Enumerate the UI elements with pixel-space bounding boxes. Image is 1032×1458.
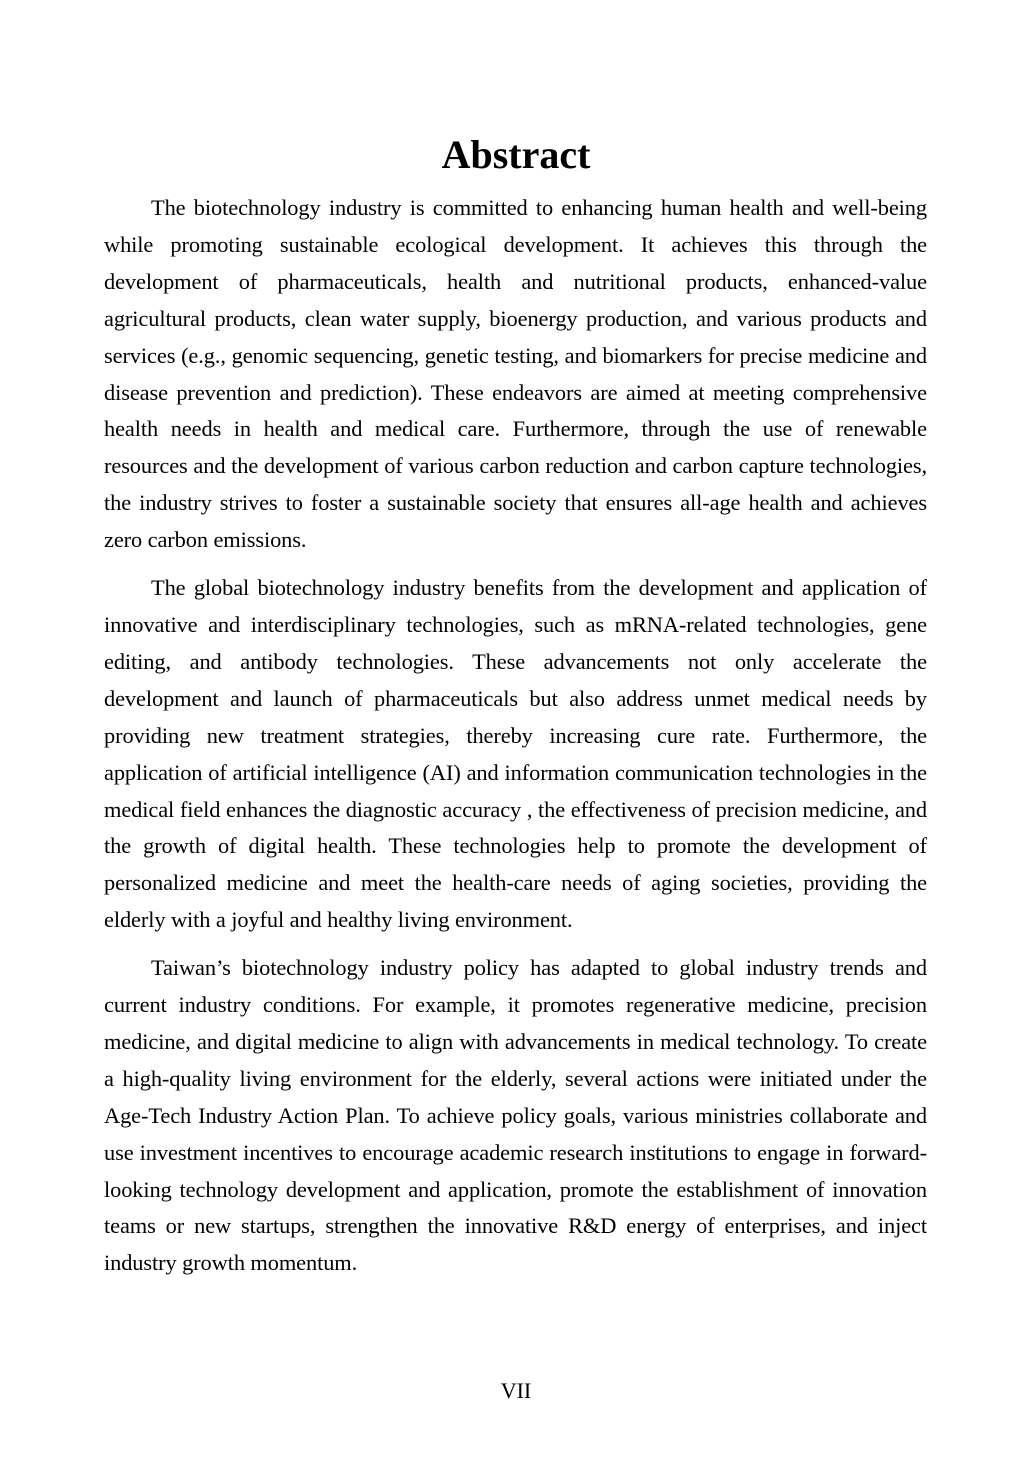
paragraph-2: The global biotechnology industry benefits from the development and application of innovative and interdisciplinary technologies, such as mRNA-related technologies, gene editing, and antibody technologies. These advancements not only accelerate the development and launch of pharmaceuticals but also address unmet medical needs by providing new treatment strategies, thereby increasing cure rate. Furthermore, the application of artificial intelligence (AI) and information communication technologies in the medical field enhances the diagnostic accuracy , the effectiveness of precision medicine, and the growth of digital health. These technologies help to promote the development of personalized medicine and meet the health-care needs of aging societies, providing the elderly with a joyful and healthy living environment. [104,575,927,933]
paragraph-1: The biotechnology industry is committed to enhancing human health and well-being while promoting sustainable ecological development. It achieves this through the development of pharmaceuticals, health and nutritional products, enhanced-value agricultural products, clean water supply, bioenergy production, and various products and services (e.g., genomic sequencing, genetic testing, and biomarkers for precise medicine and disease prevention and prediction). These endeavors are aimed at meeting comprehensive health needs in health and medical care. Furthermore, through the use of renewable resources and the development of various carbon reduction and carbon capture technologies, the industry strives to foster a sustainable society that ensures all-age health and achieves zero carbon emissions. [104,195,927,553]
page-number: VII [500,1378,532,1403]
paragraph-3: Taiwan’s biotechnology industry policy has adapted to global industry trends and current industry conditions. For example, it promotes regenerative medicine, precision medicine, and digital medicine to align with advancements in medical technology. To create a high-quality living environment for the elderly, several actions were initiated under the Age-Tech Industry Action Plan. To achieve policy goals, various ministries collaborate and use investment incentives to encourage academic research institutions to engage in forward-looking technology development and application, promote the establishment of innovation teams or new startups, strengthen the innovative R&D energy of enterprises, and inject industry growth momentum. [104,955,927,1276]
abstract-body [104,190,927,1293]
page-title: Abstract [441,132,591,177]
